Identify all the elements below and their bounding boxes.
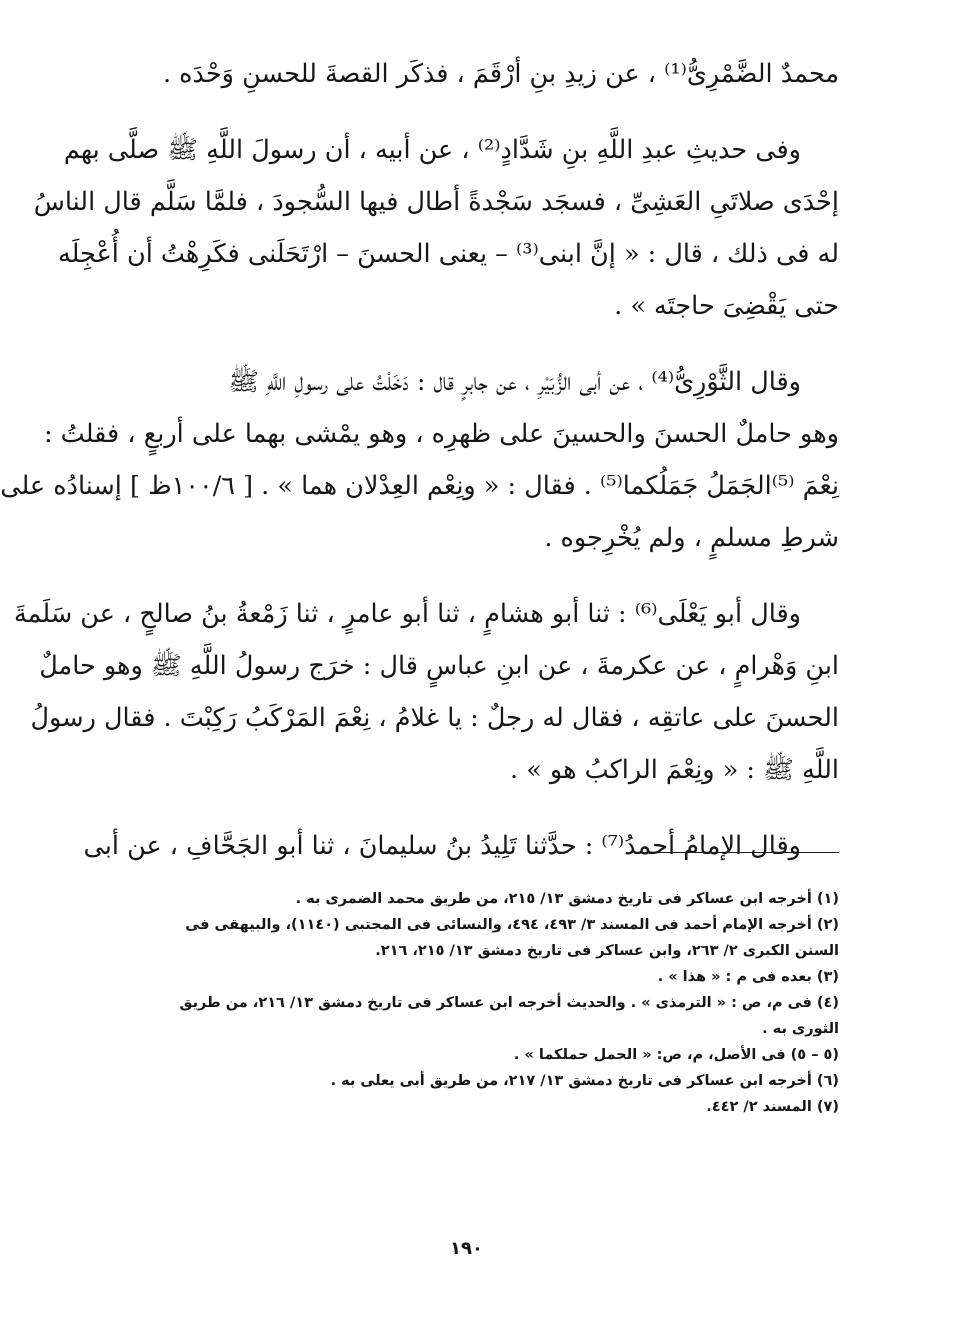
footnote-2-continued: السنن الكبرى ٢/ ٢٦٣، وابن عساكر فى تاريخ دمشق ١٣/ ٢١٥، ٢١٦.	[375, 943, 839, 959]
text-line: شرطِ مسلمٍ ، ولم يُخْرِجوه .	[544, 523, 839, 553]
text-line: وفى حديثِ عبدِ اللَّهِ بنِ شَدَّادٍ⁽²⁾ ، عن أبيه ، أن رسولَ اللَّهِ ﷺ صلَّى بهم	[63, 135, 801, 165]
footnote-6: (٦) أخرجه ابن عساكر فى تاريخ دمشق ١٣/ ٢١٧، من طريق أبى يعلى به .	[330, 1073, 839, 1089]
footnote-3: (٣) بعده فى م : « هذا » .	[657, 969, 839, 985]
text-line: له فى ذلك ، قال : « إنَّ ابنى⁽³⁾ – يعنى الحسنَ – ارْتَحَلَنى فكَرِهْتُ أن أُعْجِلَه	[58, 239, 839, 269]
paragraph-1	[94, 48, 839, 100]
footnote-5: (٥ – ٥) فى الأصل، م، ص: « الحمل حملكما » .	[513, 1047, 839, 1063]
footnote-4-continued: الثورى به .	[762, 1021, 839, 1037]
paragraph-4	[13, 588, 839, 796]
text-line: وقال أبو يَعْلَى⁽⁶⁾ : ثنا أبو هشامٍ ، ثنا أبو عامرٍ ، ثنا زَمْعةُ بنُ صالحٍ ، عن سَلَمةَ	[13, 599, 801, 629]
footnote-7: (٧) المسند ٢/ ٤٤٢.	[706, 1099, 839, 1115]
main-text	[0, 48, 839, 872]
book-page	[0, 48, 839, 1323]
paragraph-3	[0, 356, 839, 564]
footnote-1: (١) أخرجه ابن عساكر فى تاريخ دمشق ١٣/ ٢١٥، من طريق محمد الضمرى به .	[295, 891, 839, 907]
text-line: وقال الثَّوْرِىُّ⁽⁴⁾ ، عن أبى الزُّبَيْرِ ، عن جابرٍ قال : دَخَلْتُ على رسولِ اللَّهِ ﷺ	[228, 367, 801, 397]
footnote-2: (٢) أخرجه الإمام أحمد فى المسند ٣/ ٤٩٣، ٤٩٤، والنسائى فى المجتبى (١١٤٠)، والبيهقى فى	[185, 917, 839, 933]
text-line: حتى يَقْضِىَ حاجتَه » .	[614, 291, 839, 321]
text-line: وهو حاملٌ الحسنَ والحسينَ على ظهرِه ، وهو يمْشى بهما على أربعٍ ، فقلتُ :	[43, 419, 839, 449]
page-number: ١٩٠	[450, 1238, 483, 1259]
text-line: اللَّهِ ﷺ : « ونِعْمَ الراكبُ هو » .	[509, 755, 839, 785]
text-line: إحْدَى صلاتَىِ العَشِىِّ ، فسجَد سَجْدةً أطال فيها السُّجودَ ، فلمَّا سَلَّم قال الناسُ	[33, 187, 839, 217]
text-line: ابنِ وَهْرامٍ ، عن عكرمةَ ، عن ابنِ عباسٍ قال : خرَج رسولُ اللَّهِ ﷺ وهو حاملٌ	[39, 651, 839, 681]
footnote-4: (٤) فى م، ص : « الترمذى » . والحديث أخرجه ابن عساكر فى تاريخ دمشق ١٣/ ٢١٦، من طريق	[179, 995, 839, 1011]
paragraph-5	[83, 820, 839, 872]
text-line: وقال الإمامُ أحمدُ⁽⁷⁾ : حدَّثنا تَلِيدُ بنُ سليمانَ ، ثنا أبو الجَحَّافِ ، عن أبى	[83, 831, 801, 861]
text-line: نِعْمَ ⁽⁵⁾الجَمَلُ جَمَلُكما⁽⁵⁾ . فقال : « ونِعْم العِدْلان هما » . [ ١٠٠/٦ظ ] إسنادُه على	[0, 471, 839, 501]
text-line: الحسنَ على عاتقِه ، فقال له رجلٌ : يا غلامُ ، نِعْمَ المَرْكَبُ رَكِبْتَ . فقال رسولُ	[30, 703, 839, 733]
text-line: محمدٌ الضَّمْرِىُّ⁽¹⁾ ، عن زيدِ بنِ أرْقَمَ ، فذكَر القصةَ للحسنِ وَحْدَه .	[162, 59, 839, 89]
paragraph-2	[33, 124, 839, 332]
footnotes	[94, 886, 839, 1120]
footnote-separator	[634, 852, 839, 853]
